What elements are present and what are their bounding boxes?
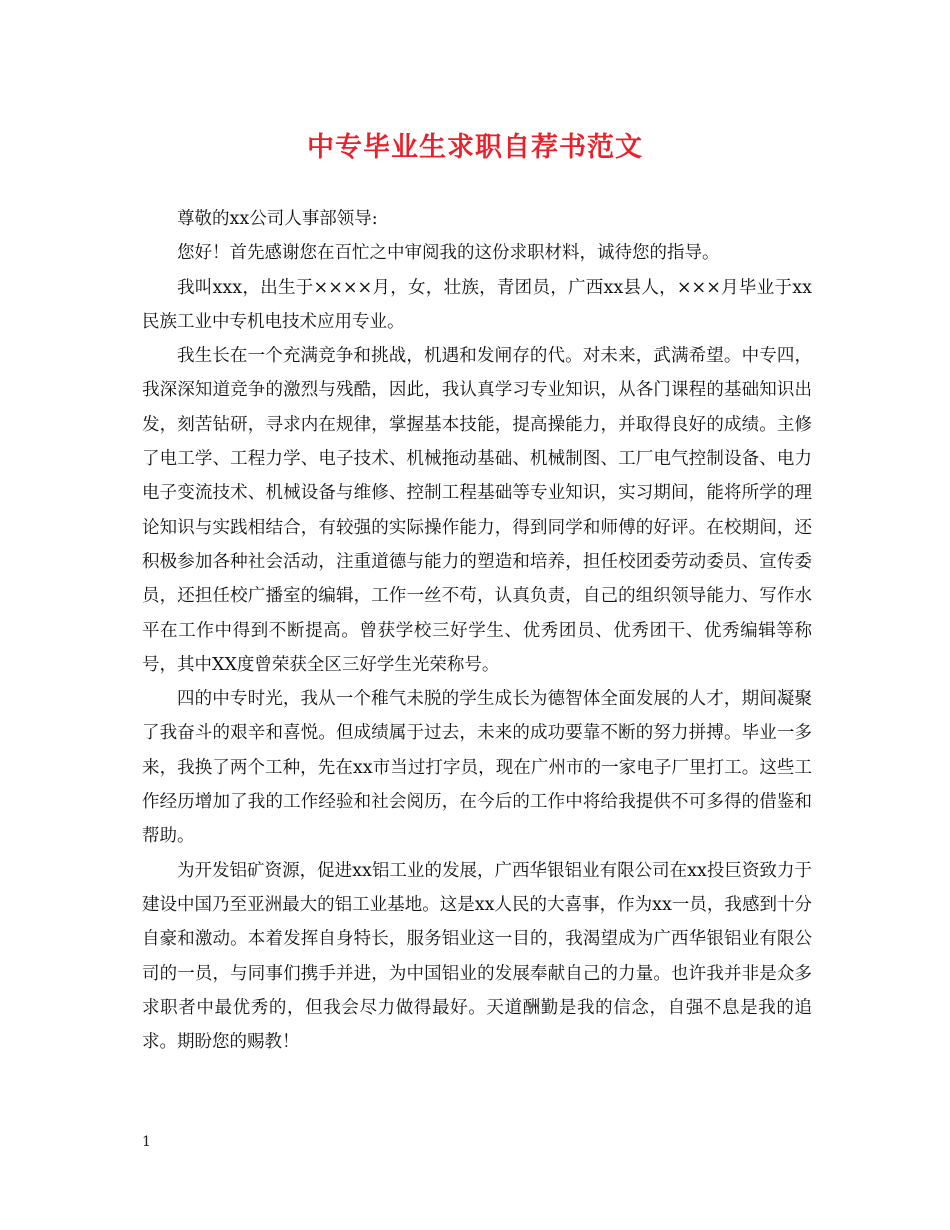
salutation: 尊敬的xx公司人事部领导: (177, 209, 378, 229)
document-title: 中专毕业生求职自荐书范文 (307, 132, 643, 163)
greeting-paragraph: 您好！首先感谢您在百忙之中审阅我的这份求职材料，诚待您的指导。 (177, 243, 720, 264)
education-paragraph: 我生长在一个充满竞争和挑战，机遇和发闸存的代。对未来，武满希望。中专四，我深深知道竞争的激烈与残酷，因此，我认真学习专业知识，从各门课程的基础知识出发，刻苦钻研，寻求内在规律，掌握基本技能，提高操能力，并取得良好的成绩。主修了电工学、工程力学、电子技术、机械拖动基础、机械制图、工厂电气控制设备、电力电子变流技术、机械设备与维修、控制工程基础等专业知识，实习期间，能将所学的理论知识与实践相结合，有较强的实际操作能力，得到同学和师傅的好评。在校期间，还积极参加各种社会活动，注重道德与能力的塑造和培养，担任校团委劳动委员、宣传委员，还担任校广播室的编辑，工作一丝不苟，认真负责，自己的组织领导能力、写作水平在工作中得到不断提高。曾获学校三好学生、优秀团员、优秀团干、优秀编辑等称号，其中XX度曾荣获全区三好学生光荣称号。 (142, 346, 812, 675)
page-number: 1 (142, 1134, 151, 1150)
intro-paragraph: 我叫xxx，出生于××××月，女，壮族，青团员，广西xx县人，×××月毕业于xx民族工业中专机电技术应用专业。 (142, 277, 812, 332)
closing-paragraph: 为开发铝矿资源，促进xx铝工业的发展，广西华银铝业有限公司在xx投巨资致力于建设中国乃至亚洲最大的铝工业基地。这是xx人民的大喜事，作为xx一员，我感到十分自豪和激动。本着发挥自身特长，服务铝业这一目的，我渴望成为广西华银铝业有限公司的一员，与同事们携手并进，为中国铝业的发展奉献自己的力量。也许我并非是众多求职者中最优秀的，但我会尽力做得最好。天道酬勤是我的信念，自强不息是我的追求。期盼您的赐教！ (142, 860, 812, 1053)
document-body (142, 202, 812, 1059)
experience-paragraph: 四的中专时光，我从一个稚气未脱的学生成长为德智体全面发展的人才，期间凝聚了我奋斗的艰辛和喜悦。但成绩属于过去，未来的成功要靠不断的努力拼搏。毕业一多来，我换了两个工种，先在xx市当过打字员，现在广州市的一家电子厂里打工。这些工作经历增加了我的工作经验和社会阅历，在今后的工作中将给我提供不可多得的借鉴和帮助。 (142, 689, 812, 847)
